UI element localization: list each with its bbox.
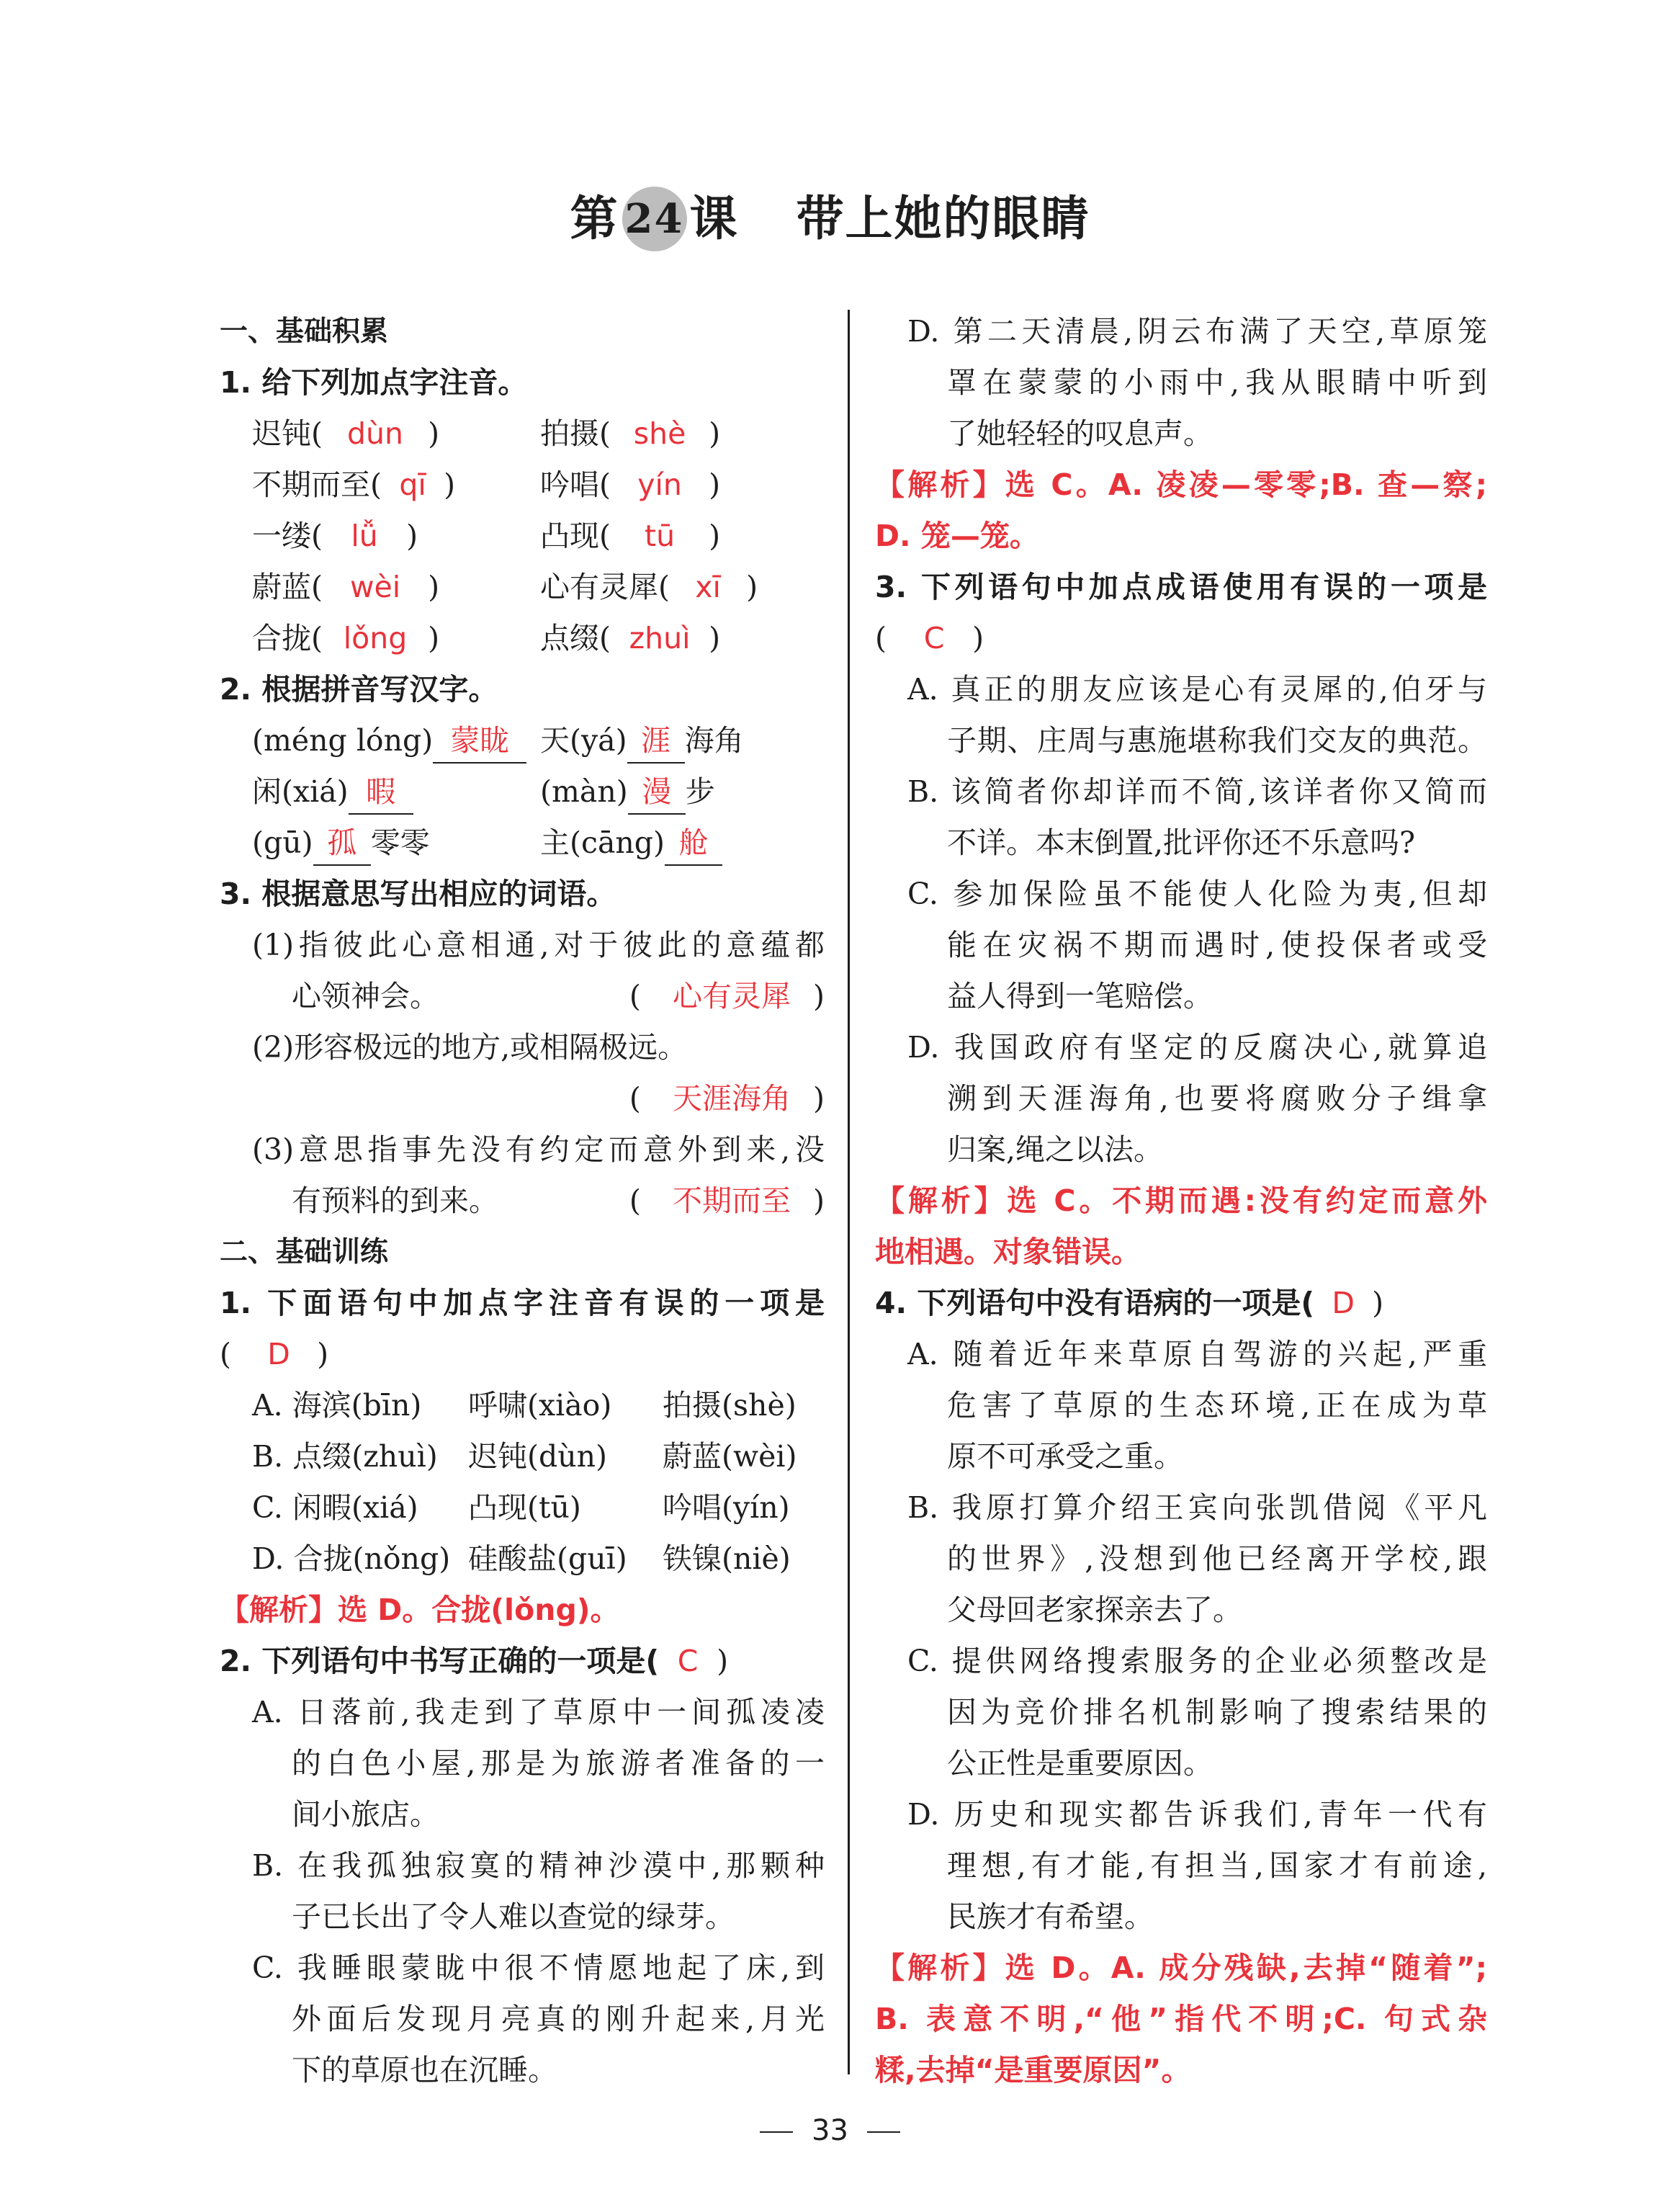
q1-word: 凸现	[540, 519, 599, 553]
b2-explanation-cont: D. 笼—笼。	[875, 519, 1039, 553]
b2-option-a-cont: 的白色小屋,那是为旅游者准备的一	[292, 1746, 825, 1781]
left-column	[220, 306, 825, 2096]
q3-line: 心领神会。	[292, 979, 439, 1013]
q2-pinyin: 主(cāng)	[540, 825, 665, 860]
b2-option-c-cont: 下的草原也在沉睡。	[292, 2053, 557, 2087]
q1-answer: tū	[645, 519, 676, 553]
q3-item-1-cont: 心领神会。 ( 心有灵犀 )	[220, 971, 825, 1022]
q2-suffix: 零零	[370, 825, 430, 860]
page-number-value: 33	[812, 2114, 848, 2147]
q1-answer: lǒng	[343, 621, 408, 655]
q2-answer: 暇	[349, 771, 413, 815]
b1-opt: 凸现(tū)	[468, 1490, 581, 1525]
b2-option-c: C. 我睡眼蒙眬中很不情愿地起了床,到	[252, 1951, 825, 1985]
b1-option-row	[220, 1380, 825, 1431]
q1-row: 一缕( lǚ ) 凸现( tū )	[220, 511, 825, 562]
q3-item-2-cont: ( 天涯海角 )	[220, 1073, 825, 1124]
q3-answer-1: 心有灵犀	[672, 979, 791, 1013]
b1-opt: B. 点缀(zhuì)	[252, 1439, 438, 1474]
column-divider	[848, 310, 850, 2074]
b1-opt: 迟钝(dùn)	[468, 1439, 608, 1474]
q2-row	[220, 766, 825, 818]
b4-title: 4. 下列语句中没有语病的一项是(	[875, 1286, 1315, 1320]
q1-row: 不期而至( qī ) 吟唱( yín )	[220, 460, 825, 511]
b3-option-d: D. 我国政府有坚定的反腐决心,就算追	[907, 1030, 1487, 1065]
q3-title: 3. 根据意思写出相应的词语。	[220, 877, 616, 911]
b3-option-d-cont: 溯到天涯海角,也要将腐败分子缉拿	[947, 1081, 1487, 1116]
q2-pinyin: 天(yá)	[540, 723, 627, 758]
explanation-text: 选 D。合拢(lǒng)。	[338, 1593, 620, 1627]
b2-title-line: 2. 下列语句中书写正确的一项是( C )	[220, 1636, 825, 1687]
b2-title: 2. 下列语句中书写正确的一项是(	[220, 1644, 660, 1678]
b3-answer-line: ( C )	[875, 613, 1487, 664]
b2-option-b: B. 在我孤独寂寞的精神沙漠中,那颗种	[252, 1848, 825, 1883]
b3-answer: C	[923, 621, 945, 655]
page-number-dash	[760, 2131, 793, 2133]
q2-suffix: 海角	[684, 723, 744, 758]
b1-opt: 呼啸(xiào)	[468, 1388, 612, 1423]
b1-opt: C. 闲暇(xiá)	[252, 1490, 418, 1525]
b1-answer-line: ( D )	[220, 1329, 825, 1380]
b3-option-b-cont: 不详。本末倒置,批评你还不乐意吗?	[947, 825, 1416, 860]
q2-pinyin: 闲(xiá)	[252, 774, 349, 809]
q2-row	[220, 715, 825, 766]
b2-option-a-cont: 间小旅店。	[292, 1797, 439, 1832]
q2-answer: 涯	[627, 720, 685, 764]
b3-option-b: B. 该简者你却详而不简,该详者你又简而	[907, 774, 1487, 809]
q2-pinyin: (màn)	[540, 774, 628, 809]
section-heading-2: 二、基础训练	[220, 1236, 389, 1268]
q1-word: 拍摄	[540, 416, 599, 451]
title-prefix: 第	[570, 190, 619, 246]
q1-row: 合拢( lǒng ) 点缀( zhuì )	[220, 613, 825, 664]
b1-opt: 蔚蓝(wèi)	[663, 1439, 797, 1474]
explanation-text: 选 C。A. 凌凌—零零;B. 查—察;	[1005, 467, 1487, 502]
explanation-tag: 【解析】	[875, 467, 1005, 502]
b1-option-row	[220, 1482, 825, 1533]
b2-answer: C	[677, 1644, 699, 1678]
q1-answer: dùn	[347, 416, 404, 451]
b4-title-line: 4. 下列语句中没有语病的一项是( D )	[875, 1278, 1487, 1329]
lesson-number-badge: 24	[622, 187, 687, 251]
b4-option-b: B. 我原打算介绍王宾向张凯借阅《平凡	[907, 1490, 1487, 1525]
q1-answer: lǚ	[351, 519, 378, 553]
explanation-tag: 【解析】	[875, 1183, 1008, 1218]
q2-pinyin: (méng lóng)	[252, 723, 434, 758]
q1-answer: yín	[637, 467, 682, 502]
b4-answer: D	[1332, 1286, 1355, 1320]
q1-word: 迟钝	[252, 416, 311, 451]
q2-suffix: 步	[685, 774, 715, 809]
b4-option-c-cont: 因为竞价排名机制影响了搜索结果的	[947, 1695, 1487, 1729]
page-title	[0, 180, 1660, 251]
b1-opt: 铁镍(niè)	[663, 1541, 791, 1576]
b1-answer: D	[267, 1337, 290, 1371]
b1-opt: 硅酸盐(guī)	[468, 1541, 627, 1576]
lesson-name: 带上她的眼睛	[796, 190, 1090, 246]
q3-answer-2: 天涯海角	[672, 1081, 791, 1116]
q2-row	[220, 818, 825, 869]
q1-word: 蔚蓝	[252, 570, 311, 604]
b4-option-b-cont: 父母回老家探亲去了。	[947, 1593, 1242, 1627]
q1-answer: zhuì	[629, 621, 691, 655]
q3-item-2: (2)形容极远的地方,或相隔极远。	[252, 1030, 688, 1065]
q1-row: 蔚蓝( wèi ) 心有灵犀( xī )	[220, 562, 825, 613]
q1-word: 合拢	[252, 621, 311, 655]
b4-option-d: D. 历史和现实都告诉我们,青年一代有	[907, 1797, 1487, 1832]
q1-answer: shè	[633, 416, 686, 451]
b3-title: 3. 下列语句中加点成语使用有误的一项是	[875, 570, 1487, 604]
q1-answer: qī	[399, 467, 426, 502]
right-column	[875, 306, 1487, 2096]
b2-option-d-cont: 了她轻轻的叹息声。	[947, 416, 1213, 451]
b1-option-row	[220, 1533, 825, 1585]
b3-option-c: C. 参加保险虽不能使人化险为夷,但却	[907, 877, 1487, 911]
page-number-dash	[867, 2131, 900, 2133]
q2-answer: 舱	[665, 823, 722, 866]
q3-item-3-cont: 有预料的到来。 ( 不期而至 )	[220, 1176, 825, 1227]
b3-option-a-cont: 子期、庄周与惠施堪称我们交友的典范。	[947, 723, 1487, 758]
q1-title: 1. 给下列加点字注音。	[220, 365, 528, 400]
q2-answer: 孤	[313, 823, 371, 866]
b3-option-c-cont: 益人得到一笔赔偿。	[947, 979, 1213, 1013]
q1-word: 一缕	[252, 519, 311, 553]
b1-opt: D. 合拢(nǒng)	[252, 1541, 451, 1576]
b3-explanation-cont: 地相遇。对象错误。	[875, 1235, 1141, 1269]
section-heading-1: 一、基础积累	[220, 315, 389, 348]
b4-option-c-cont: 公正性是重要原因。	[947, 1746, 1213, 1781]
b2-option-a: A. 日落前,我走到了草原中一间孤凌凌	[252, 1695, 825, 1729]
b4-option-a-cont: 原不可承受之重。	[947, 1439, 1183, 1474]
explanation-text: 选 C。不期而遇:没有约定而意外	[1007, 1183, 1487, 1218]
q1-row: 迟钝( dùn ) 拍摄( shè )	[220, 408, 825, 460]
b3-explanation	[875, 1176, 1487, 1227]
q1-answer: wèi	[349, 570, 401, 604]
b3-option-a: A. 真正的朋友应该是心有灵犀的,伯牙与	[907, 672, 1487, 707]
b1-opt: 拍摄(shè)	[663, 1388, 797, 1423]
q3-item-3: (3)意思指事先没有约定而意外到来,没	[252, 1132, 825, 1167]
b3-option-c-cont: 能在灾祸不期而遇时,使投保者或受	[947, 928, 1487, 962]
b4-option-d-cont: 理想,有才能,有担当,国家才有前途,	[947, 1848, 1487, 1883]
b2-option-c-cont: 外面后发现月亮真的刚升起来,月光	[292, 2002, 825, 2036]
b1-title: 1. 下面语句中加点字注音有误的一项是	[220, 1286, 825, 1320]
q3-item-1: (1)指彼此心意相通,对于彼此的意蕴都	[252, 928, 825, 962]
q3-answer-3: 不期而至	[672, 1183, 791, 1218]
b4-option-c: C. 提供网络搜索服务的企业必须整改是	[907, 1644, 1487, 1678]
b1-explanation	[220, 1585, 825, 1636]
q2-answer: 蒙眬	[433, 720, 526, 764]
b3-option-d-cont: 归案,绳之以法。	[947, 1132, 1164, 1167]
q2-title: 2. 根据拼音写汉字。	[220, 672, 498, 707]
b4-explanation-cont: B. 表意不明,“他”指代不明;C. 句式杂	[875, 2002, 1487, 2036]
b4-option-a: A. 随着近年来草原自驾游的兴起,严重	[907, 1337, 1487, 1371]
q3-line: 有预料的到来。	[292, 1183, 498, 1218]
q1-answer: xī	[695, 570, 721, 604]
b2-option-b-cont: 子已长出了令人难以查觉的绿芽。	[292, 1899, 735, 1934]
q1-word: 心有灵犀	[540, 570, 658, 604]
b4-option-d-cont: 民族才有希望。	[947, 1899, 1154, 1934]
b4-option-b-cont: 的世界》,没想到他已经离开学校,跟	[947, 1541, 1487, 1576]
q1-word: 吟唱	[540, 467, 599, 502]
explanation-tag: 【解析】	[220, 1593, 338, 1627]
q1-word: 不期而至	[252, 467, 370, 502]
explanation-text: 选 D。A. 成分残缺,去掉“随着”;	[1005, 1951, 1487, 1985]
b4-explanation-cont: 糅,去掉“是重要原因”。	[875, 2053, 1191, 2087]
q1-word: 点缀	[540, 621, 599, 655]
b4-explanation	[875, 1943, 1487, 1994]
b1-opt: 吟唱(yín)	[663, 1490, 790, 1525]
b2-explanation	[875, 460, 1487, 511]
b2-option-d: D. 第二天清晨,阴云布满了天空,草原笼	[907, 314, 1487, 349]
page-number	[0, 2114, 1660, 2147]
q2-pinyin: (gū)	[252, 825, 313, 860]
b2-option-d-cont: 罩在蒙蒙的小雨中,我从眼睛中听到	[947, 365, 1487, 400]
q2-answer: 漫	[628, 771, 686, 815]
b1-opt: A. 海滨(bīn)	[252, 1388, 422, 1423]
b1-option-row	[220, 1431, 825, 1482]
b4-option-a-cont: 危害了草原的生态环境,正在成为草	[947, 1388, 1487, 1423]
title-suffix: 课	[689, 190, 739, 246]
explanation-tag: 【解析】	[875, 1951, 1005, 1985]
